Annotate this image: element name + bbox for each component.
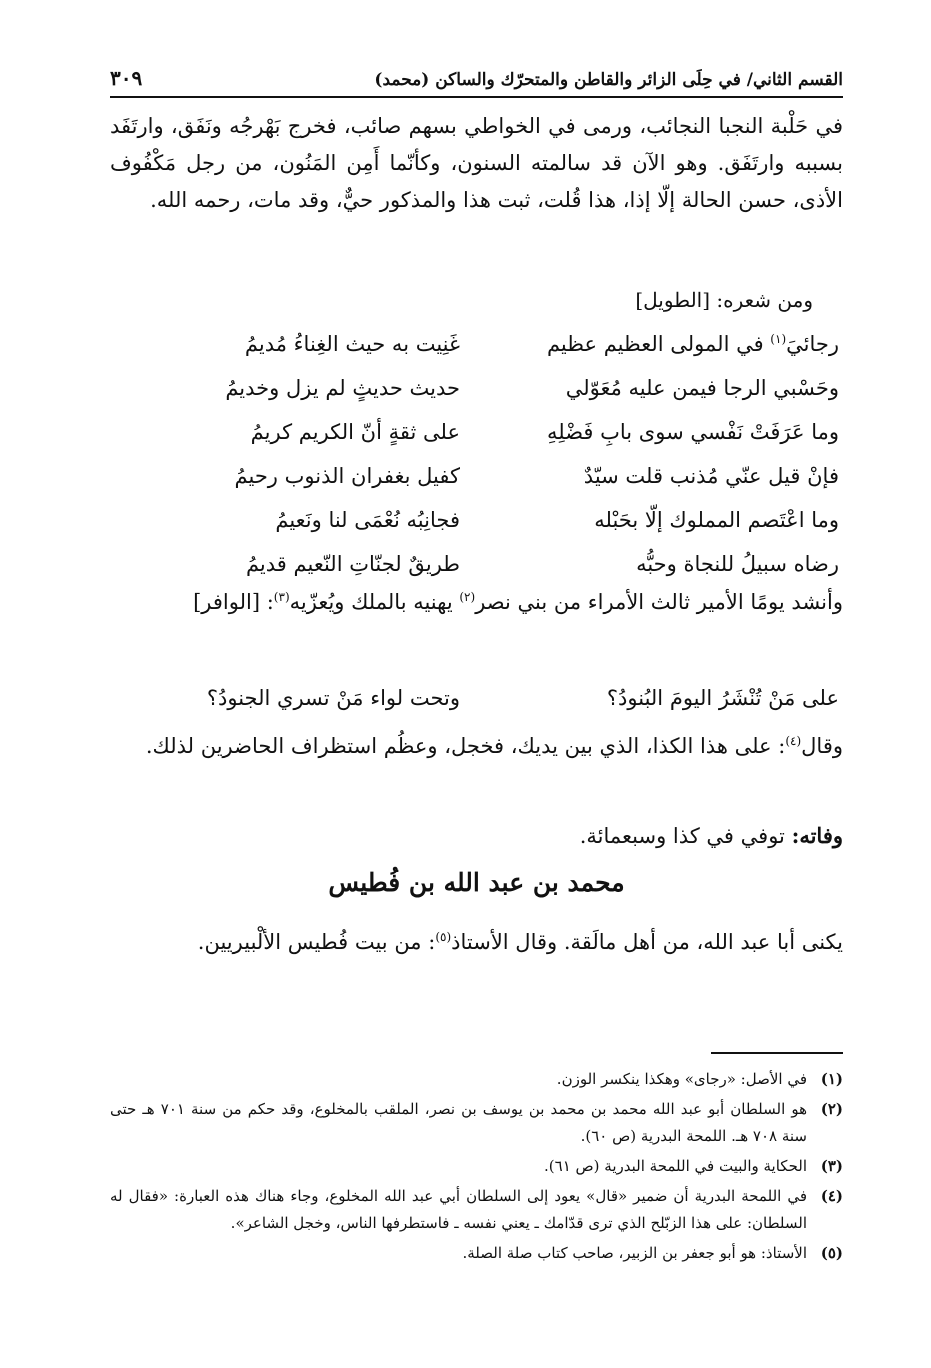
footnote-ref: (٢) [459, 590, 476, 604]
footnote-ref: (٤) [785, 734, 802, 748]
second-hemistich: غَنِيت به حيث الغِناءُ مُديمُ [244, 332, 460, 356]
running-title: القسم الثاني/ في حِلَى الزائر والقاطن والمتحرّك والساكن (محمد) [374, 70, 843, 90]
footnote: (٥) الأستاذ: هو أبو جعفر بن الزبير، صاحب كتاب صلة الصلة. [462, 1244, 843, 1262]
paragraph-5: يكنى أبا عبد الله، من أهل مالَقة. وقال الأستاذ$^{(٥)}$: من بيت فُطيس الألْبيريين. [197, 930, 843, 954]
second-hemistich: على ثقةٍ أنّ الكريم كريمُ [250, 420, 460, 444]
first-hemistich: وما اعْتَصم المملوك إلّا بحَبْله [594, 508, 839, 532]
running-header [110, 52, 843, 98]
first-hemistich: على مَنْ تُنْشَرُ اليومَ البُنودُ؟ [606, 686, 839, 710]
footnote: (٤) في اللمحة البدرية أن ضمير «قال» يعود إلى السلطان أبي عبد الله المخلوع، وجاء هناك هذه العبارة: «فقال له السلطان: على هذا الزبّلح الذي ترى قدّامك ـ يعني نفسه ـ فاستطرفها الناس، وخجل الشاعر». [110, 1187, 843, 1232]
footnotes [110, 1066, 843, 1270]
second-hemistich: كفيل بغفران الذنوب رحيمُ [234, 464, 460, 488]
death-paragraph: وفاته: توفي في كذا وسبعمائة. [579, 823, 843, 848]
footnote-ref: (٥) [435, 930, 452, 944]
paragraph-1: في حَلْبة النجبا النجائب، ورمى في الخواطي بسهم صائب، فخرج بَهْرجُه ونَفَق، وارتَفَد بسببه وارتَفَق. وهو الآن قد سالمته السنون، وكأنّما أَمِن المَنُون، من رجل مَكْفُوف الأذى، حسن الحالة إلّا إذا، هذا قُلت، ثبت هذا والمذكور حيٌّ، وقد مات، رحمه الله. [110, 114, 843, 212]
poem [160, 322, 839, 586]
paragraph-2: وأنشد يومًا الأمير ثالث الأمراء من بني نصر$^{(٢)}$ يهنيه بالملك ويُعزّيه$^{(٣)}$: [الوافر] [193, 590, 843, 614]
footnote-divider [711, 1052, 843, 1054]
verse-line [160, 410, 839, 454]
footnote-ref: (٣) [273, 590, 290, 604]
paragraph-3: وقال$^{(٤)}$: على هذا الكذا، الذي بين يديك، فخجل، وعظُم استظراف الحاضرين لذلك. [145, 734, 843, 758]
second-hemistich: فجانِبُه نُعْمَى لنا ونَعيمُ [275, 508, 460, 532]
footnote: (٣) الحكاية والبيت في اللمحة البدرية (ص ٦١). [544, 1157, 843, 1175]
poem-2 [160, 676, 839, 720]
footnote: (١) في الأصل: «رجاى» وهكذا ينكسر الوزن. [556, 1070, 843, 1088]
second-hemistich: طريقٌ لجنّاتِ النّعيم قديمُ [245, 552, 460, 576]
footnote: (٢) هو السلطان أبو عبد الله محمد بن محمد بن يوسف بن نصر، الملقب بالمخلوع، وقد حكم من سنة ٧٠١ هـ حتى سنة ٧٠٨ هـ. اللمحة البدرية (ص ٦٠). [110, 1100, 843, 1145]
verse-line [160, 322, 839, 366]
first-hemistich: فإنْ قيل عنّي مُذنب قلت سيّدٌ [583, 464, 839, 488]
poem-intro: ومن شعره: [الطويل] [635, 288, 813, 312]
page-number: ٣٠٩ [110, 66, 143, 90]
first-hemistich: وحَسْبي الرجا فيمن عليه مُعَوّلي [565, 376, 839, 400]
first-hemistich: رجائيَ$^{(١)}$ في المولى العظيم عظيم [546, 332, 839, 356]
footnote-ref: (١) [770, 332, 787, 346]
section-heading: محمد بن عبد الله بن فُطيس [328, 868, 625, 897]
verse-line [160, 454, 839, 498]
verse-line [160, 542, 839, 586]
verse-line [160, 498, 839, 542]
second-hemistich: وتحت لواء مَنْ تسري الجنودُ؟ [206, 686, 460, 710]
second-hemistich: حديث حديثٍ لم يزل وخديمُ [225, 376, 460, 400]
first-hemistich: رضاه سبيلُ للنجاة وحبُّه [636, 552, 839, 576]
verse-line [160, 366, 839, 410]
first-hemistich: وما عَرَفَتْ نَفْسي سوى بابِ فَضْلِهِ [546, 420, 839, 444]
verse-line [160, 676, 839, 720]
death-label: وفاته: [791, 823, 843, 848]
